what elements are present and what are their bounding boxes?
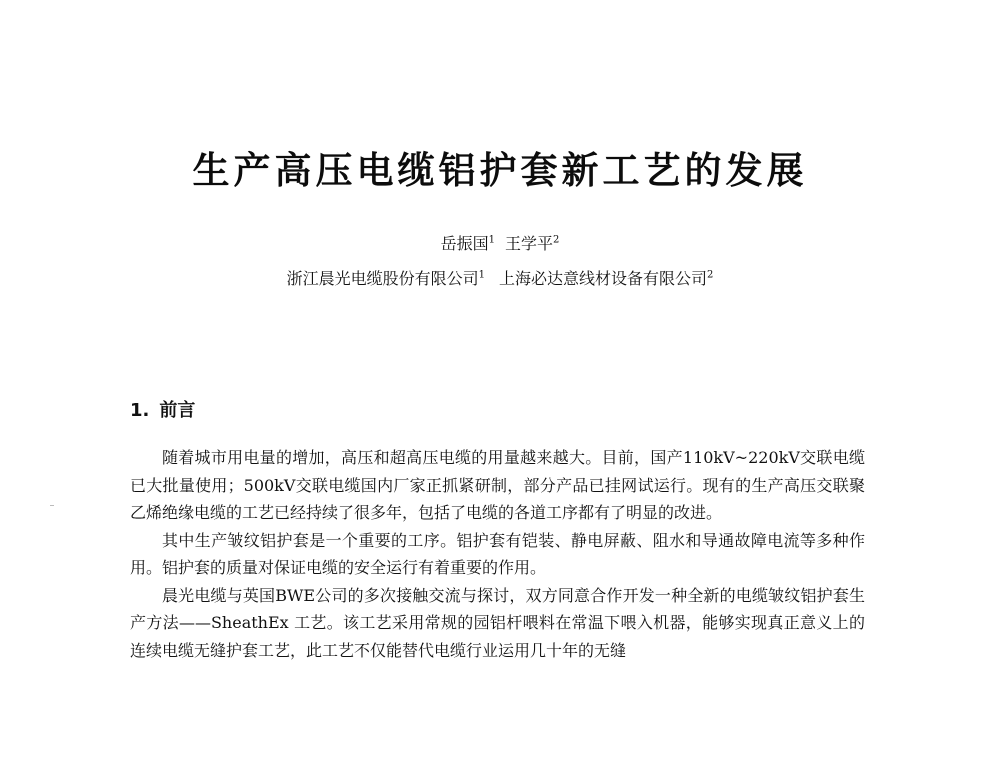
paragraph: 晨光电缆与英国BWE公司的多次接触交流与探讨，双方同意合作开发一种全新的电缆皱纹铝护套生产方法——SheathEx 工艺。该工艺采用常规的园铝杆喂料在常温下喂入机器，能够实现真正意义上的连续电缆无缝护套工艺，此工艺不仅能替代电缆行业运用几十年的无缝 — [130, 585, 865, 660]
section-heading — [130, 396, 195, 422]
affiliation-superscript: 1 — [478, 269, 485, 281]
paper-title: 生产高压电缆铝护套新工艺的发展 — [192, 149, 808, 192]
affiliation-name: 浙江晨光电缆股份有限公司 — [286, 269, 479, 288]
scan-mark — [50, 505, 54, 506]
author-name: 岳振国 — [440, 234, 489, 253]
author-superscript: 1 — [488, 234, 495, 246]
paragraph: 其中生产皱纹铝护套是一个重要的工序。铝护套有铠装、静电屏蔽、阻水和导通故障电流等多种作用。铝护套的质量对保证电缆的安全运行有着重要的作用。 — [130, 530, 865, 577]
affiliation-name: 上海必达意线材设备有限公司 — [499, 269, 708, 288]
paragraph: 随着城市用电量的增加，高压和超高压电缆的用量越来越大。目前，国产110kV~220kV交联电缆已大批量使用；500kV交联电缆国内厂家正抓紧研制，部分产品已挂网试运行。现有的生产高压交联聚乙烯绝缘电缆的工艺已经持续了很多年，包括了电缆的各道工序都有了明显的改进。 — [130, 448, 865, 522]
affiliation-superscript: 2 — [707, 269, 714, 281]
section-number: 1. — [130, 400, 150, 421]
author-line — [0, 234, 1000, 254]
author-name: 王学平 — [505, 234, 554, 253]
body-text — [130, 444, 865, 664]
author-superscript: 2 — [553, 234, 560, 246]
section-title: 前言 — [159, 400, 196, 421]
affiliation-line — [0, 269, 1000, 289]
